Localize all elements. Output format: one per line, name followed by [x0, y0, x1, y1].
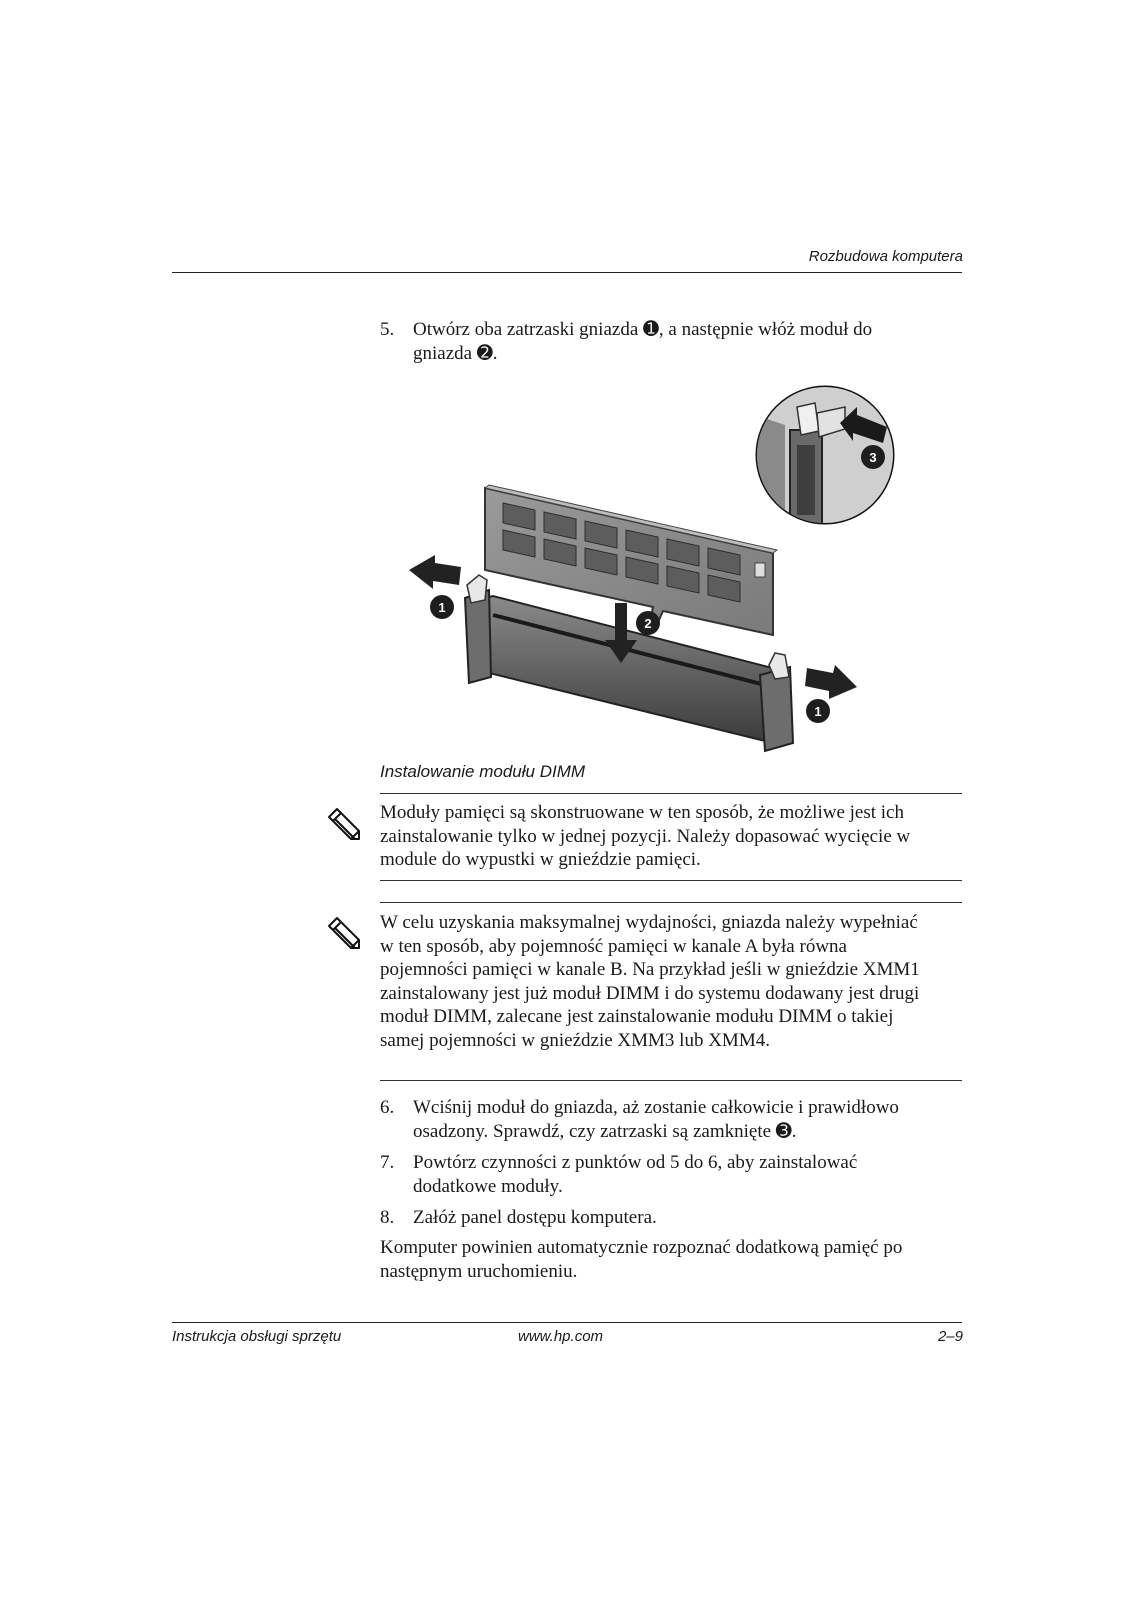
step-text: Powtórz czynności z punktów od 5 do 6, aby zainstalować dodatkowe moduły. — [413, 1152, 858, 1197]
footer-page-number: 2–9 — [937, 1328, 963, 1345]
step-7 — [380, 1151, 970, 1199]
step-number: 7. — [380, 1152, 395, 1173]
footer-website-link[interactable]: www.hp.com — [518, 1328, 604, 1345]
dimm-installation-figure — [405, 385, 925, 765]
step-number: 6. — [380, 1097, 395, 1118]
callout-1-right — [806, 699, 830, 723]
note-rule-bottom — [380, 880, 962, 881]
svg-text:1: 1 — [438, 600, 446, 615]
note-text: Moduły pamięci są skonstruowane w ten sposób, że możliwe jest ich zainstalowanie tylko w jednej pozycji. Należy dopasować wycięcie w module do wypustki w gnieździe pamięci. — [380, 802, 911, 870]
callout-3 — [861, 445, 885, 469]
footer-rule — [172, 1322, 962, 1323]
step-5 — [380, 318, 970, 366]
svg-text:1: 1 — [814, 704, 822, 719]
step-text: Wciśnij moduł do gniazda, aż zostanie całkowicie i prawidłowo osadzony. Sprawdź, czy zatrzaski są zamknięte ➌. — [413, 1097, 899, 1142]
step-text: Otwórz oba zatrzaski gniazda ➊, a następnie włóż moduł do gniazda ➋. — [413, 319, 873, 364]
footer-manual-title: Instrukcja obsługi sprzętu — [172, 1328, 342, 1345]
left-arrow-icon — [409, 555, 461, 589]
latch-closeup-inset — [755, 385, 895, 540]
note-rule-top — [380, 902, 962, 903]
figure-caption: Instalowanie modułu DIMM — [380, 762, 586, 781]
right-arrow-icon — [805, 665, 857, 699]
svg-text:3: 3 — [869, 450, 877, 465]
note-rule-top — [380, 793, 962, 794]
step-8 — [380, 1206, 970, 1230]
pencil-note-icon — [323, 803, 363, 843]
note-rule-bottom — [380, 1080, 962, 1081]
step-number: 5. — [380, 319, 395, 340]
header-rule — [172, 272, 962, 273]
callout-2 — [636, 611, 660, 635]
note-text: W celu uzyskania maksymalnej wydajności, gniazda należy wypełniać w ten sposób, aby pojemność pamięci w kanale A była równa pojemności pamięci w kanale B. Na przykład jeśli w gnieździe XMM1 zainstalowany jest już moduł DIMM i do systemu dodawany jest drugi moduł DIMM, zalecane jest zainstalowanie modułu DIMM o takiej samej pojemności w gnieździe XMM3 lub XMM4. — [380, 912, 920, 1051]
step-text: Załóż panel dostępu komputera. — [413, 1207, 657, 1228]
running-header: Rozbudowa komputera — [808, 248, 963, 265]
callout-1-left — [430, 595, 454, 619]
closing-paragraph: Komputer powinien automatycznie rozpoznać dodatkową pamięć po następnym uruchomieniu. — [380, 1237, 903, 1282]
step-number: 8. — [380, 1207, 395, 1228]
svg-text:2: 2 — [644, 616, 652, 631]
step-6 — [380, 1096, 970, 1144]
pencil-note-icon — [323, 912, 363, 952]
